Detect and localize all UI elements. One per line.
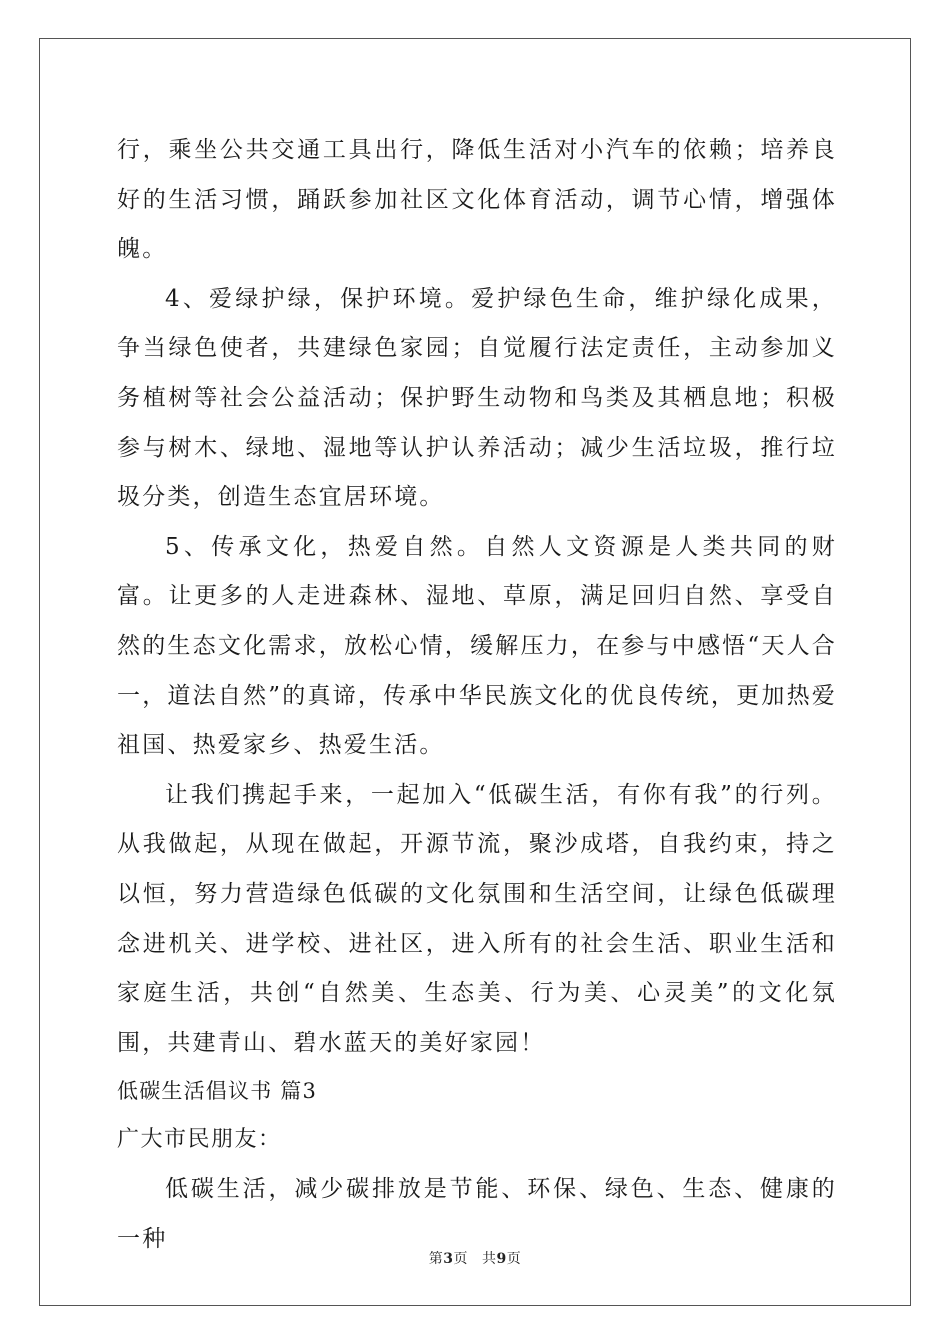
paragraph-3: 5、传承文化，热爱自然。自然人文资源是人类共同的财富。让更多的人走进森林、湿地、草原，满足回归自然、享受自然的生态文化需求，放松心情，缓解压力，在参与中感悟“天人合一，道法自然”的真谛，传承中华民族文化的优良传统，更加热爱祖国、热爱家乡、热爱生活。: [117, 533, 837, 759]
salutation: 广大市民朋友：: [117, 1127, 282, 1153]
page-footer: [0, 1248, 950, 1268]
paragraph-2: 4、爱绿护绿，保护环境。爱护绿色生命，维护绿化成果，争当绿色使者，共建绿色家园；自觉履行法定责任，主动参加义务植树等社会公益活动；保护野生动物和鸟类及其栖息地；积极参与树木、绿地、湿地等认护认养活动；减少生活垃圾，推行垃圾分类，创造生态宜居环境。: [117, 285, 837, 511]
total-pages-number: 9: [496, 1251, 507, 1267]
footer-prefix: 第: [428, 1251, 444, 1267]
footer-page-unit: 页: [453, 1251, 468, 1267]
footer-total-unit: 页: [506, 1251, 522, 1267]
footer-total-prefix: 共: [482, 1251, 497, 1267]
paragraph-4: 让我们携起手来，一起加入“低碳生活，有你有我”的行列。从我做起，从现在做起，开源节流，聚沙成塔，自我约束，持之以恒，努力营造绿色低碳的文化氛围和生活空间，让绿色低碳理念进机关、进学校、进社区，进入所有的社会生活、职业生活和家庭生活，共创“自然美、生态美、行为美、心灵美”的文化氛围，共建青山、碧水蓝天的美好家园！: [117, 781, 837, 1056]
document-body: [117, 126, 837, 1264]
paragraph-5: 低碳生活，减少碳排放是节能、环保、绿色、生态、健康的一种: [117, 1176, 837, 1252]
paragraph-1: 行，乘坐公共交通工具出行，降低生活对小汽车的依赖；培养良好的生活习惯，踊跃参加社区文化体育活动，调节心情，增强体魄。: [117, 137, 837, 263]
current-page-number: 3: [443, 1251, 454, 1267]
section-heading: 低碳生活倡议书 篇3: [117, 1079, 318, 1104]
